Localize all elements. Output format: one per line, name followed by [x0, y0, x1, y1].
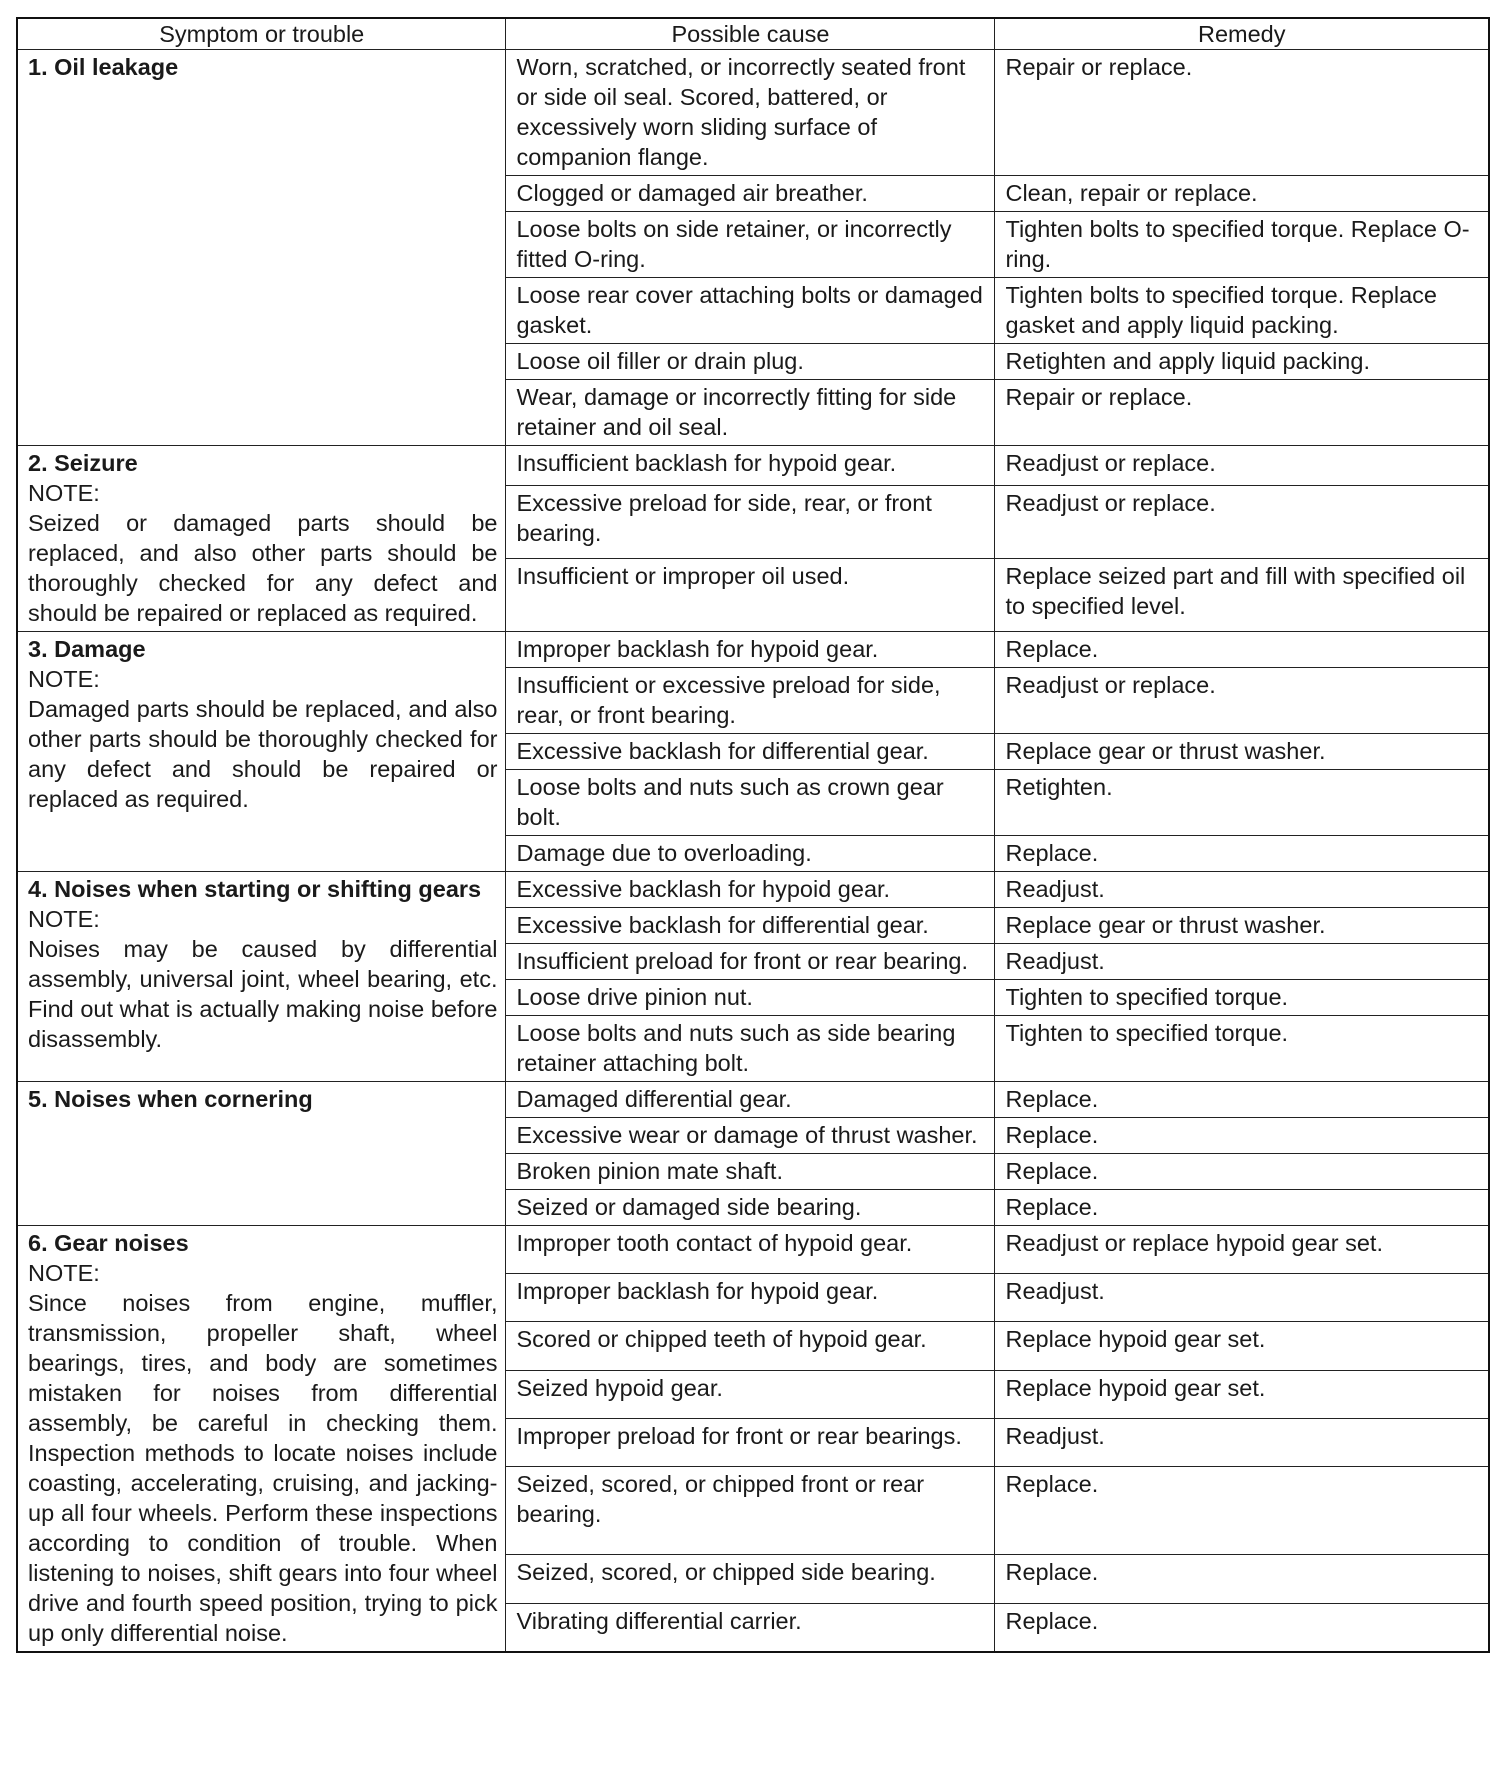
note-label: NOTE:	[28, 1260, 100, 1286]
symptom-cell	[17, 632, 506, 872]
table-row	[17, 1082, 1489, 1118]
symptom-title: 5. Noises when cornering	[28, 1086, 313, 1112]
cause-cell: Improper backlash for hypoid gear.	[506, 632, 995, 668]
cause-cell: Loose oil filler or drain plug.	[506, 344, 995, 380]
note-text: Since noises from engine, muffler, transmission, propeller shaft, wheel bearings, tires, and body are sometimes mistaken for noises from differential assembly, be careful in checking them. Inspection methods to locate noises include coasting, accelerating, cruising, and jacking-up all four wheels. Perform these inspections according to condition of trouble. When listening to noises, shift gears into four wheel drive and fourth speed position, trying to pick up only differential noise.	[28, 1290, 498, 1646]
remedy-cell: Readjust.	[995, 1274, 1489, 1322]
remedy-cell: Readjust or replace.	[995, 446, 1489, 486]
note-label: NOTE:	[28, 666, 100, 692]
cause-cell: Seized, scored, or chipped side bearing.	[506, 1555, 995, 1603]
remedy-cell: Readjust or replace.	[995, 485, 1489, 558]
cause-cell: Vibrating differential carrier.	[506, 1603, 995, 1652]
remedy-cell: Readjust.	[995, 944, 1489, 980]
symptom-cell	[17, 1082, 506, 1226]
symptom-cell	[17, 50, 506, 446]
remedy-cell: Replace seized part and fill with specified oil to specified level.	[995, 558, 1489, 631]
remedy-cell: Readjust or replace hypoid gear set.	[995, 1226, 1489, 1274]
cause-cell: Insufficient or excessive preload for side, rear, or front bearing.	[506, 668, 995, 734]
remedy-cell: Readjust.	[995, 1418, 1489, 1466]
symptom-cell	[17, 872, 506, 1082]
cause-cell: Excessive backlash for differential gear.	[506, 734, 995, 770]
remedy-cell: Repair or replace.	[995, 380, 1489, 446]
remedy-cell: Replace.	[995, 1118, 1489, 1154]
remedy-cell: Tighten bolts to specified torque. Replace O-ring.	[995, 212, 1489, 278]
cause-cell: Loose rear cover attaching bolts or damaged gasket.	[506, 278, 995, 344]
cause-cell: Seized hypoid gear.	[506, 1370, 995, 1418]
note-text: Noises may be caused by differential assembly, universal joint, wheel bearing, etc. Find out what is actually making noise before disassembly.	[28, 936, 498, 1052]
remedy-cell: Replace.	[995, 1082, 1489, 1118]
table-body	[17, 50, 1489, 1653]
remedy-cell: Replace.	[995, 1190, 1489, 1226]
table-row	[17, 632, 1489, 668]
troubleshooting-table	[16, 17, 1490, 1653]
cause-cell: Loose bolts and nuts such as crown gear bolt.	[506, 770, 995, 836]
remedy-cell: Repair or replace.	[995, 50, 1489, 176]
cause-cell: Improper backlash for hypoid gear.	[506, 1274, 995, 1322]
remedy-cell: Retighten and apply liquid packing.	[995, 344, 1489, 380]
symptom-title: 2. Seizure	[28, 450, 138, 476]
cause-cell: Scored or chipped teeth of hypoid gear.	[506, 1322, 995, 1370]
cause-cell: Insufficient or improper oil used.	[506, 558, 995, 631]
cause-cell: Clogged or damaged air breather.	[506, 176, 995, 212]
note-label: NOTE:	[28, 480, 100, 506]
remedy-cell: Replace.	[995, 1555, 1489, 1603]
remedy-cell: Replace gear or thrust washer.	[995, 734, 1489, 770]
table-row	[17, 1226, 1489, 1274]
cause-cell: Damage due to overloading.	[506, 836, 995, 872]
remedy-cell: Tighten bolts to specified torque. Replace gasket and apply liquid packing.	[995, 278, 1489, 344]
remedy-cell: Tighten to specified torque.	[995, 980, 1489, 1016]
cause-cell: Excessive preload for side, rear, or front bearing.	[506, 485, 995, 558]
cause-cell: Loose bolts on side retainer, or incorrectly fitted O-ring.	[506, 212, 995, 278]
table-row	[17, 50, 1489, 176]
remedy-cell: Replace.	[995, 632, 1489, 668]
cause-cell: Damaged differential gear.	[506, 1082, 995, 1118]
cause-cell: Seized, scored, or chipped front or rear bearing.	[506, 1467, 995, 1555]
remedy-cell: Replace gear or thrust washer.	[995, 908, 1489, 944]
header-cause: Possible cause	[506, 18, 995, 50]
cause-cell: Seized or damaged side bearing.	[506, 1190, 995, 1226]
table-row	[17, 446, 1489, 486]
remedy-cell: Replace hypoid gear set.	[995, 1370, 1489, 1418]
symptom-title: 1. Oil leakage	[28, 54, 179, 80]
remedy-cell: Replace.	[995, 1467, 1489, 1555]
note-label: NOTE:	[28, 906, 100, 932]
header-remedy: Remedy	[995, 18, 1489, 50]
symptom-cell	[17, 446, 506, 632]
cause-cell: Excessive backlash for differential gear.	[506, 908, 995, 944]
header-symptom: Symptom or trouble	[17, 18, 506, 50]
remedy-cell: Retighten.	[995, 770, 1489, 836]
symptom-title: 3. Damage	[28, 636, 146, 662]
table-row	[17, 872, 1489, 908]
remedy-cell: Replace.	[995, 1154, 1489, 1190]
header-row	[17, 18, 1489, 50]
cause-cell: Insufficient backlash for hypoid gear.	[506, 446, 995, 486]
symptom-title: 4. Noises when starting or shifting gears	[28, 876, 482, 902]
cause-cell: Insufficient preload for front or rear bearing.	[506, 944, 995, 980]
remedy-cell: Readjust or replace.	[995, 668, 1489, 734]
remedy-cell: Tighten to specified torque.	[995, 1016, 1489, 1082]
cause-cell: Broken pinion mate shaft.	[506, 1154, 995, 1190]
remedy-cell: Readjust.	[995, 872, 1489, 908]
symptom-title: 6. Gear noises	[28, 1230, 189, 1256]
note-text: Seized or damaged parts should be replaced, and also other parts should be thoroughly checked for any defect and should be repaired or replaced as required.	[28, 510, 498, 626]
cause-cell: Worn, scratched, or incorrectly seated front or side oil seal. Scored, battered, or excessively worn sliding surface of companion flange.	[506, 50, 995, 176]
symptom-cell	[17, 1226, 506, 1653]
cause-cell: Improper preload for front or rear bearings.	[506, 1418, 995, 1466]
remedy-cell: Replace.	[995, 1603, 1489, 1652]
cause-cell: Loose drive pinion nut.	[506, 980, 995, 1016]
cause-cell: Excessive wear or damage of thrust washer.	[506, 1118, 995, 1154]
remedy-cell: Replace.	[995, 836, 1489, 872]
cause-cell: Improper tooth contact of hypoid gear.	[506, 1226, 995, 1274]
remedy-cell: Replace hypoid gear set.	[995, 1322, 1489, 1370]
cause-cell: Excessive backlash for hypoid gear.	[506, 872, 995, 908]
remedy-cell: Clean, repair or replace.	[995, 176, 1489, 212]
cause-cell: Wear, damage or incorrectly fitting for side retainer and oil seal.	[506, 380, 995, 446]
note-text: Damaged parts should be replaced, and also other parts should be thoroughly checked for any defect and should be repaired or replaced as required.	[28, 696, 498, 812]
cause-cell: Loose bolts and nuts such as side bearing retainer attaching bolt.	[506, 1016, 995, 1082]
